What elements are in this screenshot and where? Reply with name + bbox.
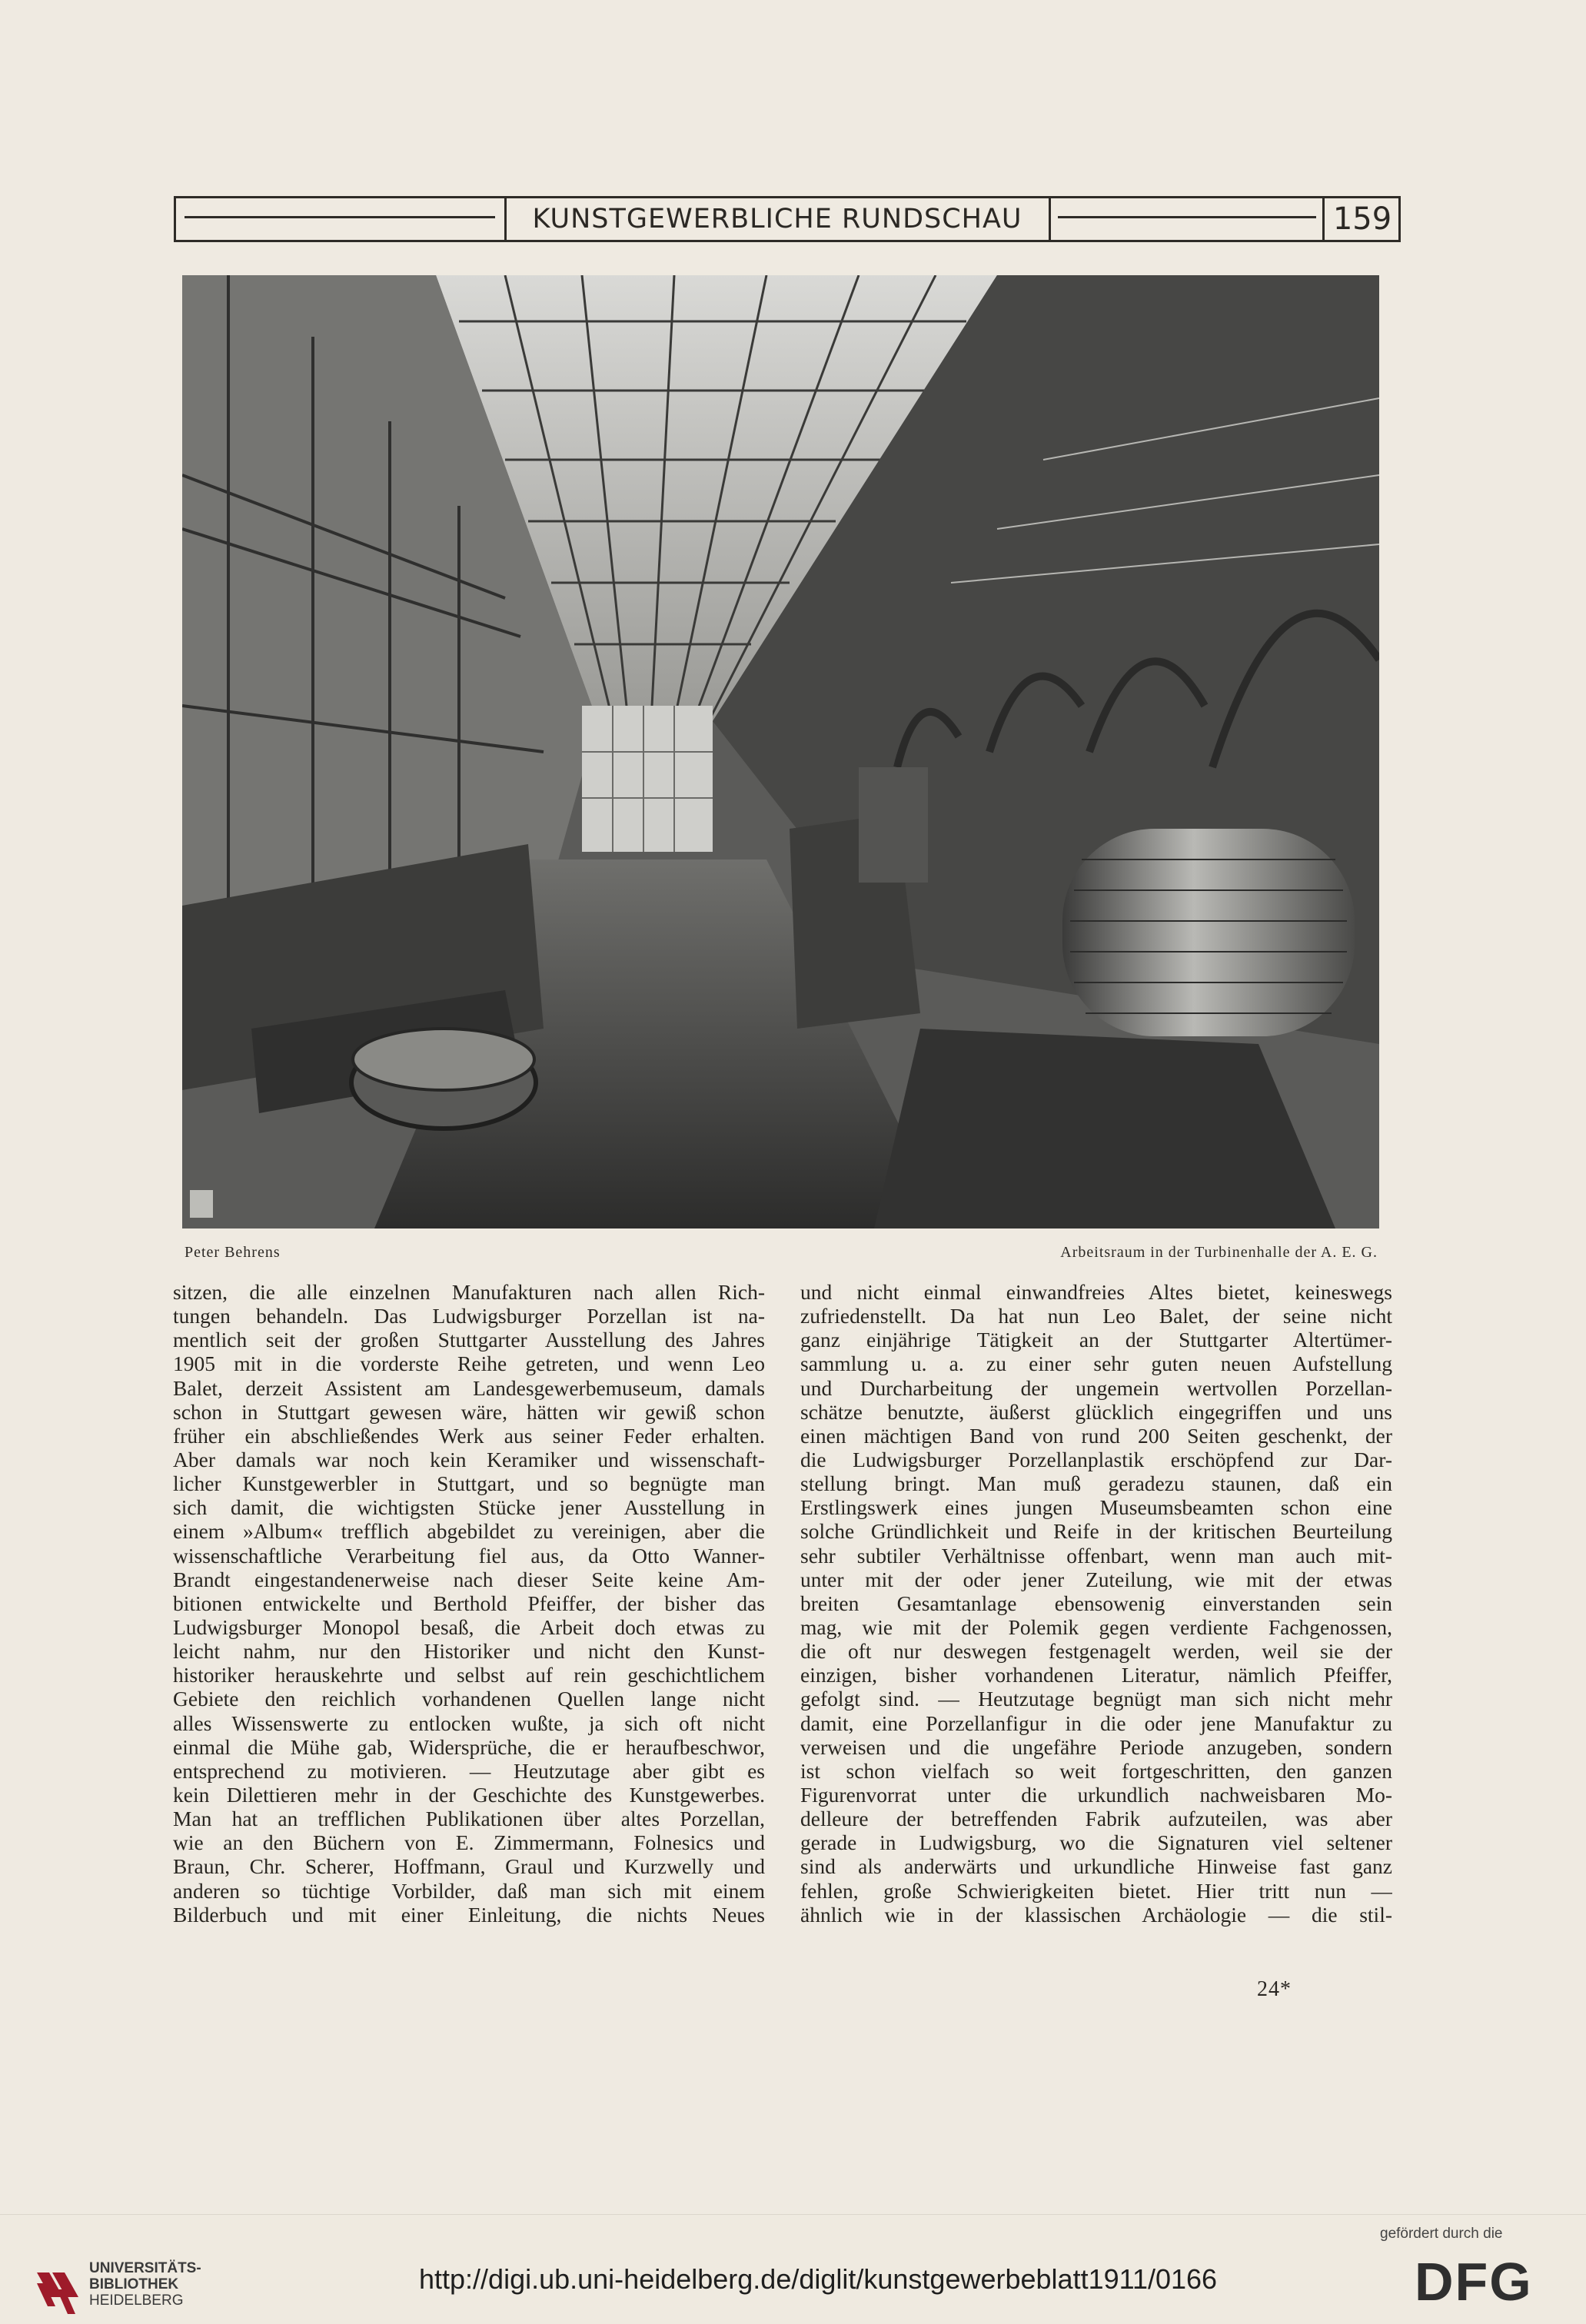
text-column-right bbox=[800, 1280, 1392, 1927]
text-line: Bilderbuch und mit einer Einleitung, die nichts Neues bbox=[173, 1902, 765, 1927]
text-line: einzigen, bisher vorhandenen Literatur, nämlich Pfeiffer, bbox=[800, 1663, 1392, 1687]
text-line: und nicht einmal einwandfreies Altes bietet, keineswegs bbox=[800, 1280, 1392, 1304]
text-line: wie an den Büchern von E. Zimmermann, Folnesics und bbox=[173, 1830, 765, 1855]
text-line: solche Gründlichkeit und Reife in der kritischen Beurteilung bbox=[800, 1519, 1392, 1544]
text-line: zufriedenstellt. Da hat nun Leo Balet, der seine nicht bbox=[800, 1304, 1392, 1328]
text-line: schon in Stuttgart gewesen wäre, hätten wir gewiß schon bbox=[173, 1399, 765, 1424]
text-line: sich damit, die wichtigsten Stücke jener Ausstellung in bbox=[173, 1495, 765, 1520]
text-line: fehlen, große Schwierigkeiten bietet. Hier tritt nun — bbox=[800, 1878, 1392, 1903]
turbine-hall-image bbox=[182, 275, 1379, 1228]
funding-note: gefördert durch die bbox=[1380, 2226, 1503, 2242]
text-line: delleure der betreffenden Fabrik aufzuteilen, was aber bbox=[800, 1807, 1392, 1831]
header-rule-right bbox=[1058, 216, 1316, 218]
text-line: licher Kunstgewerbler in Stuttgart, und so begnügte man bbox=[173, 1471, 765, 1496]
text-line: historiker herauskehrte und selbst auf rein geschichtlichem bbox=[173, 1663, 765, 1687]
text-line: damit, eine Porzellanfigur in die oder jene Manufaktur zu bbox=[800, 1711, 1392, 1735]
text-line: früher ein abschließendes Werk aus seiner Feder erhalten. bbox=[173, 1423, 765, 1448]
turbine-hall-photograph bbox=[182, 275, 1379, 1228]
text-line: ähnlich wie in der klassischen Archäologie — die stil- bbox=[800, 1902, 1392, 1927]
text-line: sitzen, die alle einzelnen Manufakturen nach allen Rich- bbox=[173, 1280, 765, 1304]
text-line: gerade in Ludwigsburg, wo die Signaturen viel seltener bbox=[800, 1830, 1392, 1855]
text-line: und Durcharbeitung der ungemein wertvollen Porzellan- bbox=[800, 1375, 1392, 1400]
text-line: Erstlingswerk eines jungen Museumsbeamten schon eine bbox=[800, 1495, 1392, 1520]
text-line: Aber damals war noch kein Keramiker und wissenschaft- bbox=[173, 1447, 765, 1471]
text-line: sehr subtiler Verhältnisse offenbart, wenn man auch mit- bbox=[800, 1543, 1392, 1568]
text-line: ganz einjährige Tätigkeit an der Stuttgarter Altertümer- bbox=[800, 1328, 1392, 1352]
university-library-logo-icon bbox=[37, 2266, 78, 2314]
text-line: tungen behandeln. Das Ludwigsburger Porzellan ist na- bbox=[173, 1304, 765, 1328]
text-line: kein Dilettieren mehr in der Geschichte des Kunstgewerbes. bbox=[173, 1782, 765, 1807]
text-line: mag, wie mit der Polemik gegen verdiente Fachgenossen, bbox=[800, 1614, 1392, 1639]
text-line: unter mit der oder jener Zuteilung, wie mit der etwas bbox=[800, 1567, 1392, 1591]
permalink-url[interactable]: http://digi.ub.uni-heidelberg.de/diglit/kunstgewerbeblatt1911/0166 bbox=[419, 2263, 1218, 2295]
library-line: UNIVERSITÄTS- bbox=[89, 2260, 201, 2276]
text-line: breiten Gesamtanlage ebensowenig einverstanden sein bbox=[800, 1591, 1392, 1615]
text-line: wissenschaftliche Verarbeitung fiel aus, da Otto Wanner- bbox=[173, 1543, 765, 1568]
text-line: sammlung u. a. zu einer sehr guten neuen Aufstellung bbox=[800, 1352, 1392, 1376]
text-line: 1905 mit in die vorderste Reihe getreten, und wenn Leo bbox=[173, 1352, 765, 1376]
text-line: einem »Album« trefflich abgebildet zu vereinigen, aber die bbox=[173, 1519, 765, 1544]
header-rule-left bbox=[185, 216, 495, 218]
text-line: Braun, Chr. Scherer, Hoffmann, Graul und Kurzwelly und bbox=[173, 1854, 765, 1879]
signature-mark: 24* bbox=[1257, 1977, 1292, 2001]
header-divider bbox=[1049, 196, 1051, 242]
text-line: einen mächtigen Band von rund 200 Seiten geschenkt, der bbox=[800, 1423, 1392, 1448]
text-line: einmal die Mühe gab, Widersprüche, die er heraufbeschwor, bbox=[173, 1734, 765, 1759]
text-line: bitionen entwickelte und Berthold Pfeiffer, der bisher das bbox=[173, 1591, 765, 1615]
text-line: Ludwigsburger Monopol besaß, die Arbeit doch etwas zu bbox=[173, 1614, 765, 1639]
text-line: mentlich seit der großen Stuttgarter Ausstellung des Jahres bbox=[173, 1328, 765, 1352]
university-library-name bbox=[89, 2260, 201, 2309]
text-column-left bbox=[173, 1280, 765, 1927]
caption-title: Arbeitsraum in der Turbinenhalle der A. E. G. bbox=[1060, 1244, 1378, 1261]
caption-artist: Peter Behrens bbox=[185, 1244, 281, 1261]
photographer-monogram-mark bbox=[190, 1190, 213, 1218]
text-line: entsprechend zu motivieren. — Heutzutage aber gibt es bbox=[173, 1758, 765, 1783]
running-header bbox=[174, 196, 1401, 242]
text-line: anderen so tüchtige Vorbilder, daß man sich mit einem bbox=[173, 1878, 765, 1903]
text-line: Man hat an trefflichen Publikationen über altes Porzellan, bbox=[173, 1807, 765, 1831]
page-number: 159 bbox=[1332, 201, 1392, 237]
running-title: KUNSTGEWERBLICHE RUNDSCHAU bbox=[532, 204, 1022, 234]
text-line: stellung bringt. Man muß geradezu staunen, daß ein bbox=[800, 1471, 1392, 1496]
text-line: alles Wissenswerte zu entlocken wußte, ja sich oft nicht bbox=[173, 1711, 765, 1735]
text-line: Brandt eingestandenerweise nach dieser Seite keine Am- bbox=[173, 1567, 765, 1591]
text-line: leicht nahm, nur den Historiker und nicht den Kunst- bbox=[173, 1639, 765, 1664]
text-line: sind als anderwärts und urkundliche Hinweise fast ganz bbox=[800, 1854, 1392, 1879]
library-line: HEIDELBERG bbox=[89, 2292, 184, 2309]
text-line: die oft nur deswegen festgenagelt werden, weil sie der bbox=[800, 1639, 1392, 1664]
text-line: Figurenvorrat unter die urkundlich nachweisbaren Mo- bbox=[800, 1782, 1392, 1807]
dfg-logo: DFG bbox=[1415, 2252, 1533, 2312]
text-line: die Ludwigsburger Porzellanplastik erschöpfend zur Dar- bbox=[800, 1447, 1392, 1471]
text-line: gefolgt sind. — Heutzutage begnügt man sich nicht mehr bbox=[800, 1687, 1392, 1711]
text-line: ist schon vielfach so weit fortgeschritten, den ganzen bbox=[800, 1758, 1392, 1783]
text-line: Gebiete den reichlich vorhandenen Quellen lange nicht bbox=[173, 1687, 765, 1711]
text-line: schätze benutzte, äußerst glücklich eingegriffen und uns bbox=[800, 1399, 1392, 1424]
library-line: BIBLIOTHEK bbox=[89, 2276, 179, 2292]
text-line: Balet, derzeit Assistent am Landesgewerbemuseum, damals bbox=[173, 1375, 765, 1400]
text-line: verweisen und die ungefähre Periode anzugeben, sondern bbox=[800, 1734, 1392, 1759]
